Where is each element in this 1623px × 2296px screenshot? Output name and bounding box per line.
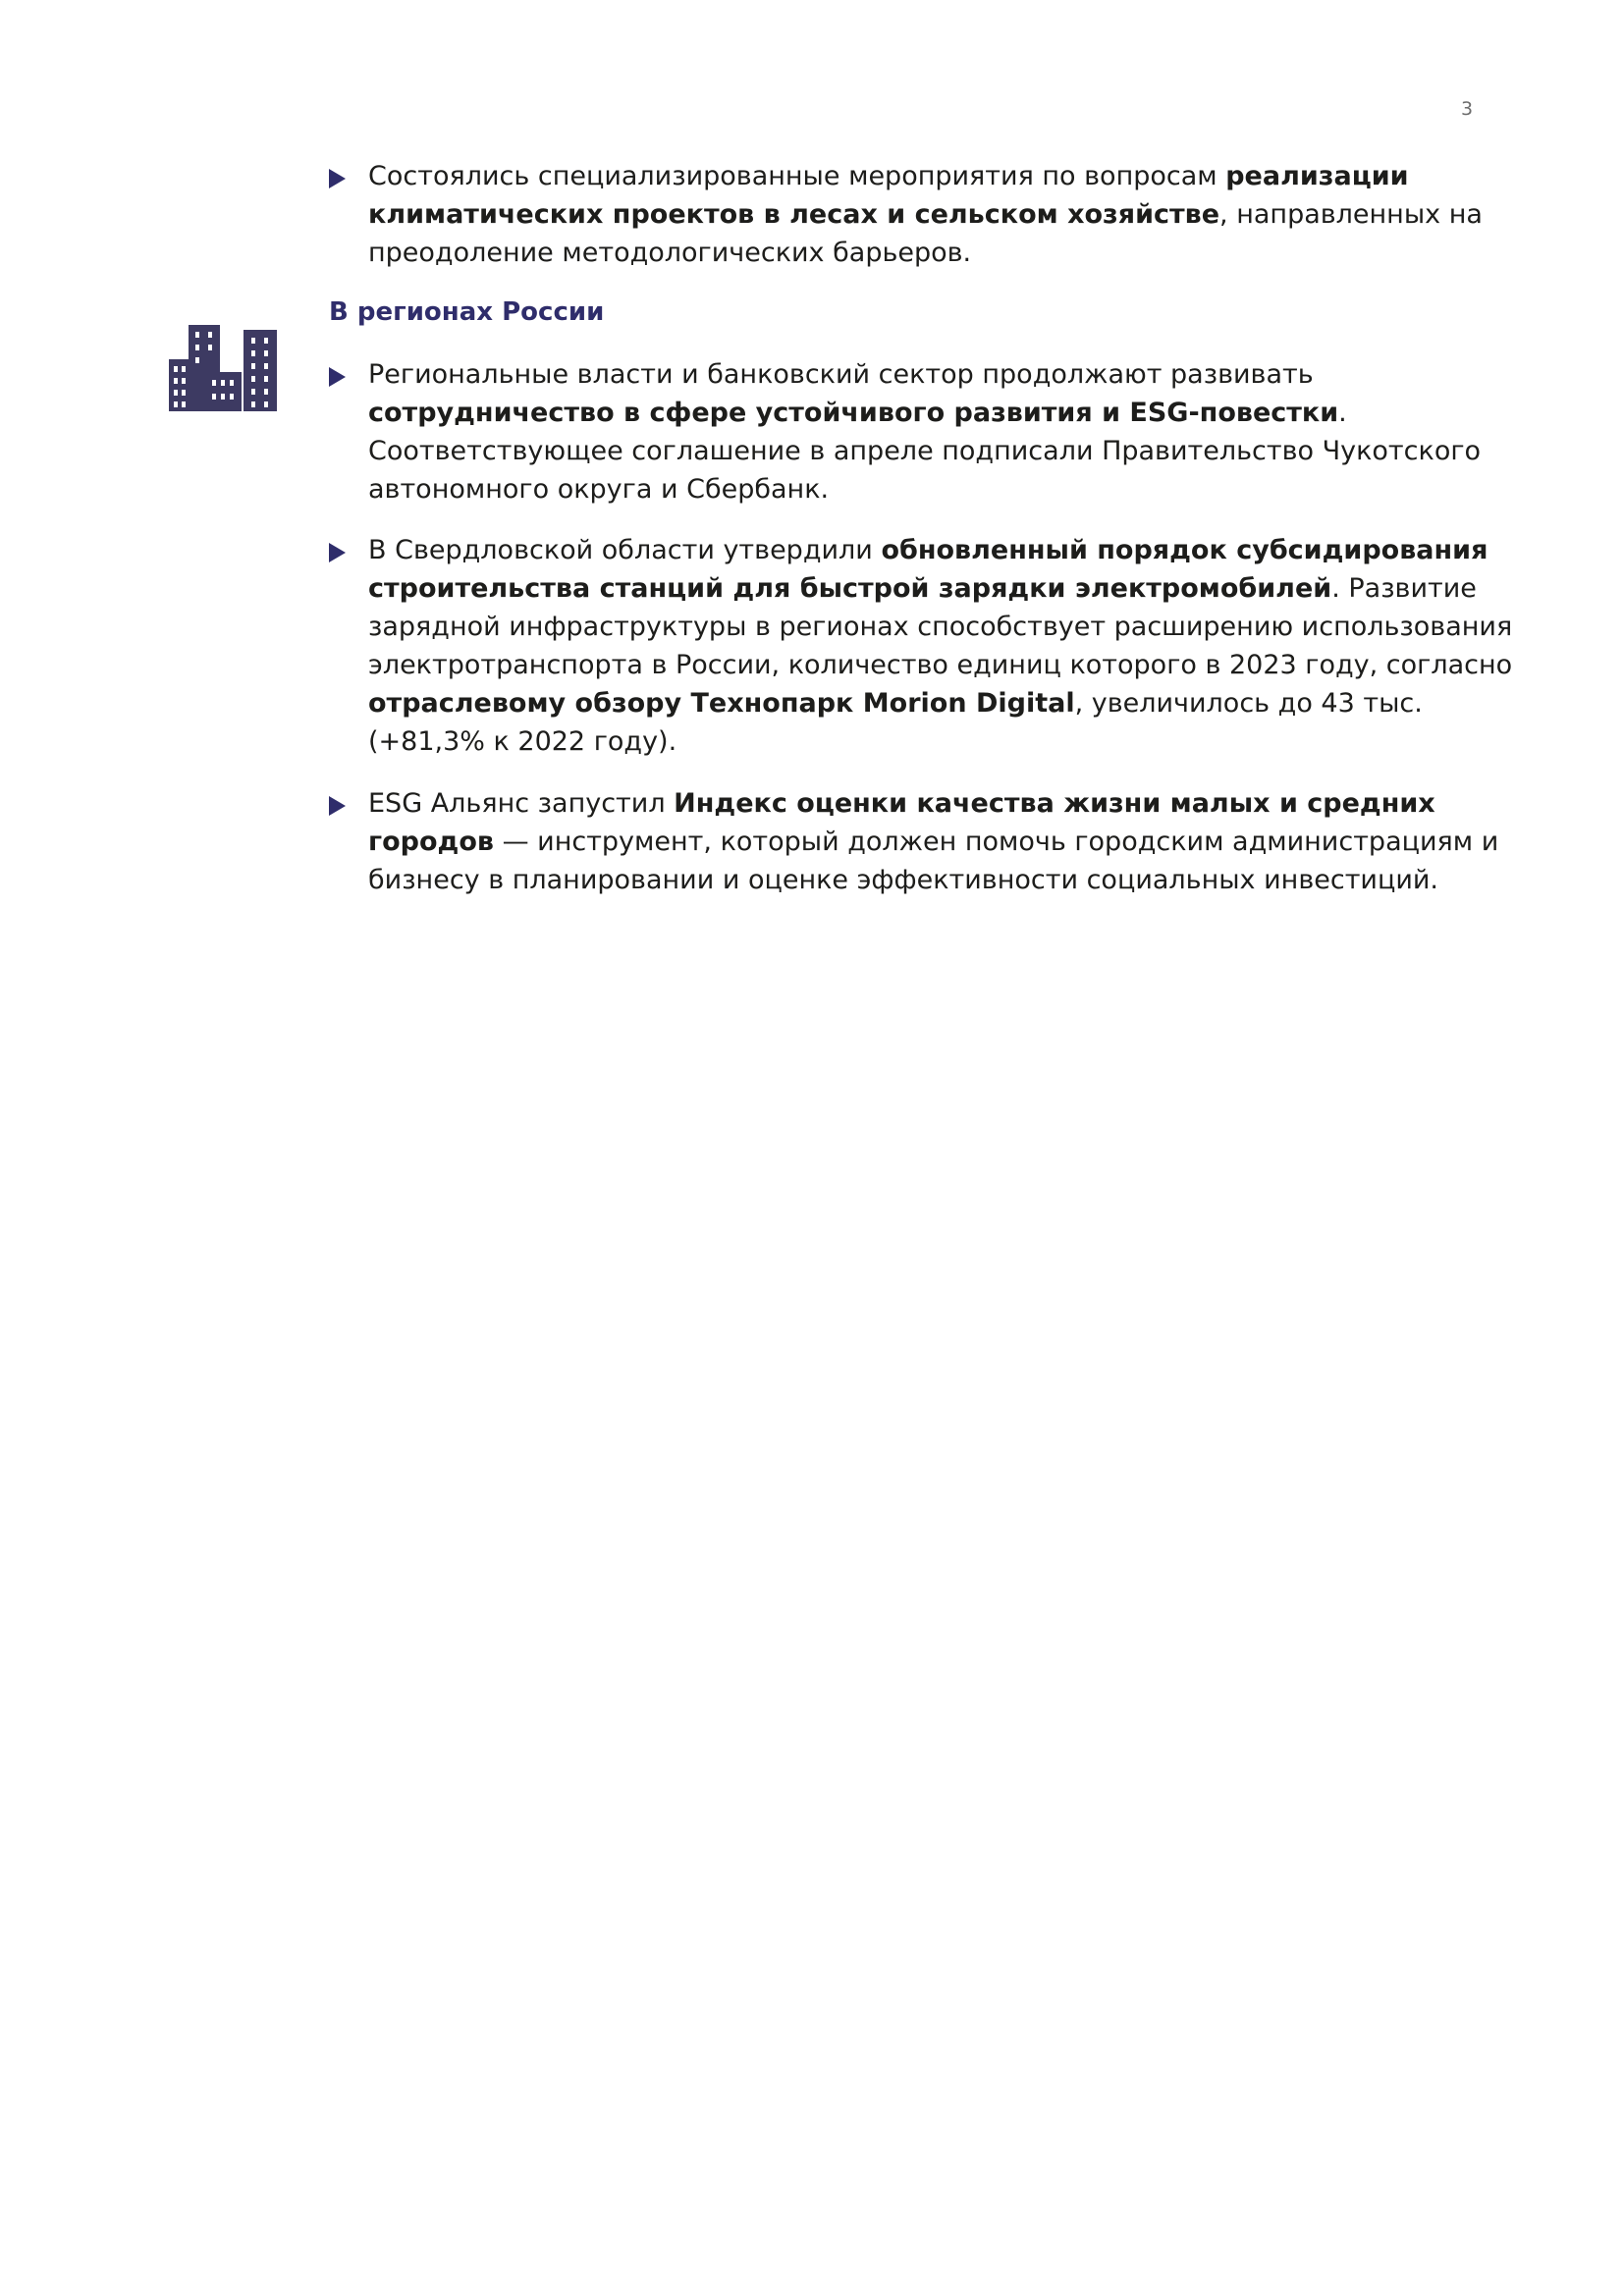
bullet-arrow-icon xyxy=(329,169,346,188)
page-number: 3 xyxy=(1461,98,1474,120)
section-title: В регионах России xyxy=(329,297,605,327)
city-buildings-icon xyxy=(169,325,279,411)
bullet-arrow-icon xyxy=(329,543,346,562)
bullet-arrow-icon xyxy=(329,367,346,387)
bullet-arrow-icon xyxy=(329,796,346,816)
